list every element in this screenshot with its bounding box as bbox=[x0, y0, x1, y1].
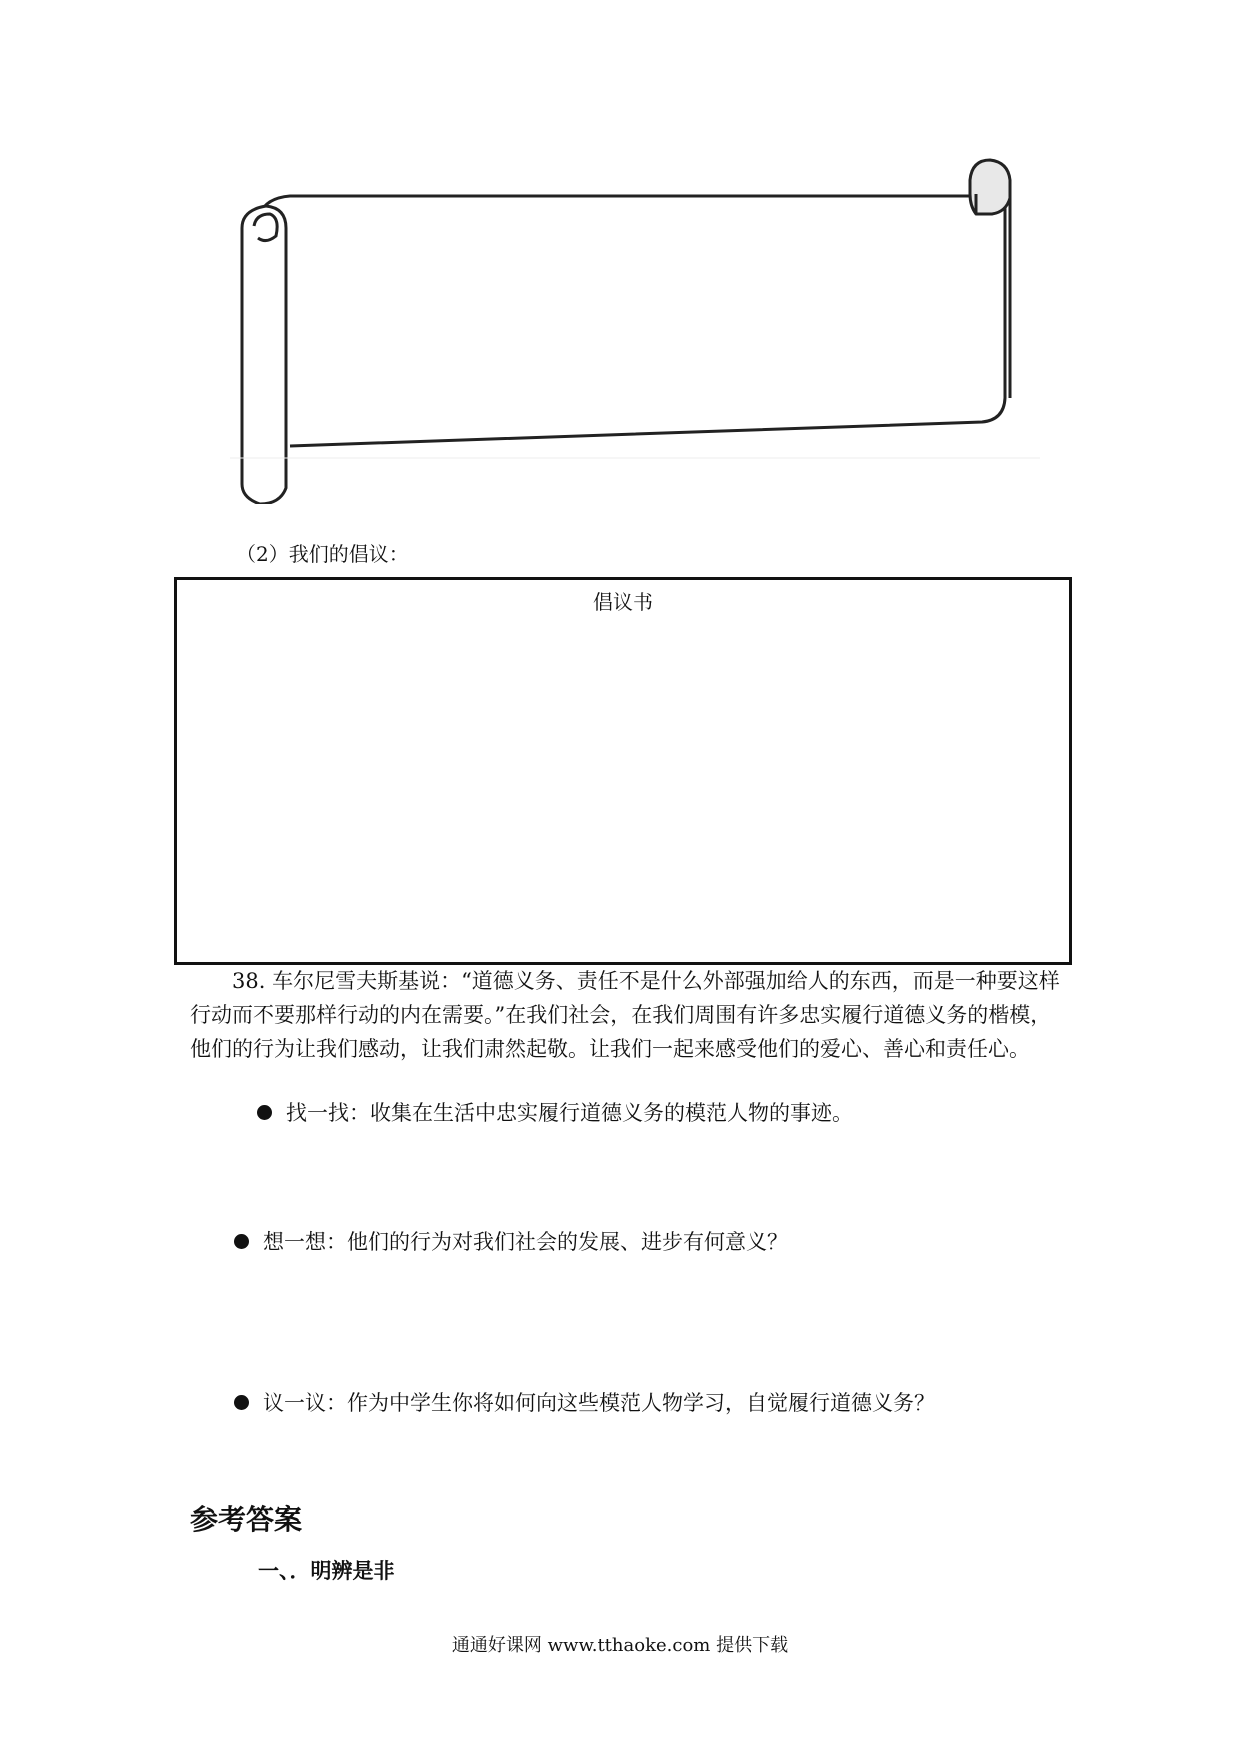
question-38-text: 38. 车尔尼雪夫斯基说：“道德义务、责任不是什么外部强加给人的东西，而是一种要这样行动而不要那样行动的内在需要。”在我们社会，在我们周围有许多忠实履行道德义务的楷模，他们的行为让我们感动，让我们肃然起敬。让我们一起来感受他们的爱心、善心和责任心。 bbox=[190, 969, 1060, 1061]
bullet-find-text: 找一找：收集在生活中忠实履行道德义务的模范人物的事迹。 bbox=[286, 1101, 853, 1125]
item2-label: （2）我们的倡议： bbox=[236, 542, 409, 566]
bullet-discuss-text: 议一议：作为中学生你将如何向这些模范人物学习，自觉履行道德义务？ bbox=[263, 1391, 935, 1415]
bullet-find bbox=[257, 1099, 853, 1127]
answers-heading: 参考答案 bbox=[190, 1503, 303, 1536]
question-38 bbox=[190, 964, 1060, 1066]
section-one-heading: 一、．明辨是非 bbox=[258, 1559, 395, 1583]
bullet-dot-icon bbox=[234, 1395, 249, 1410]
scroll-illustration bbox=[230, 158, 1040, 504]
bullet-discuss bbox=[234, 1389, 935, 1417]
page-footer: 通通好课网 www.tthaoke.com 提供下载 bbox=[451, 1635, 789, 1656]
bullet-think bbox=[234, 1228, 788, 1256]
bullet-dot-icon bbox=[234, 1234, 249, 1249]
bullet-think-text: 想一想：他们的行为对我们社会的发展、进步有何意义？ bbox=[263, 1230, 788, 1254]
proposal-title: 倡议书 bbox=[593, 590, 653, 614]
bullet-dot-icon bbox=[257, 1105, 272, 1120]
proposal-box[interactable] bbox=[174, 577, 1072, 965]
